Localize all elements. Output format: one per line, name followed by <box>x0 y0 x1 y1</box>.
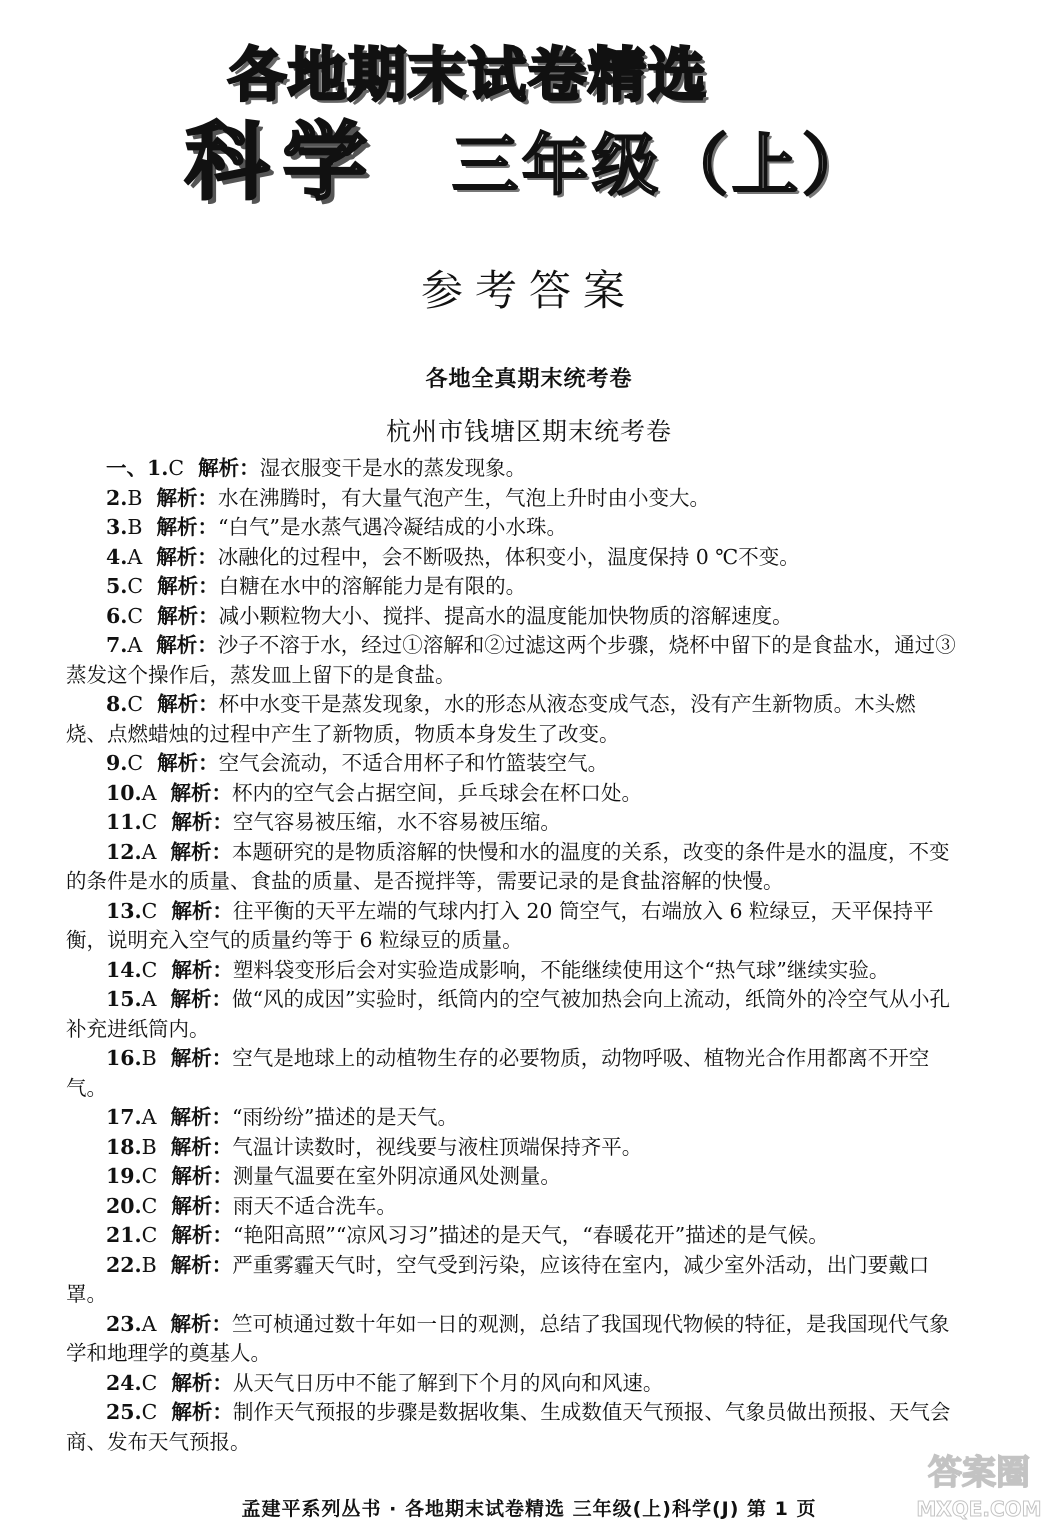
analysis-text: 气温计读数时，视线要与液柱顶端保持齐平。 <box>232 1134 643 1159</box>
answer-item <box>66 1398 956 1457</box>
answer-line <box>66 633 956 687</box>
answer-line <box>66 840 949 894</box>
answer-item <box>66 543 956 573</box>
answer-line <box>66 1253 929 1307</box>
answer-number: 6. <box>106 603 128 628</box>
paper-title: 杭州市钱塘区期末统考卷 <box>385 417 672 446</box>
analysis-label: 解析： <box>156 485 218 510</box>
analysis-text: 制作天气预报的步骤是数据收集、生成数值天气预报、气象员做出预报、天气会商、发布天气预报。 <box>66 1400 951 1454</box>
answer-choice: A <box>141 1311 157 1336</box>
analysis-label: 解析： <box>171 898 233 923</box>
analysis-label: 解析： <box>170 1311 232 1336</box>
analysis-label: 解析： <box>157 751 219 775</box>
analysis-label: 解析： <box>171 810 233 834</box>
answer-number: 14. <box>106 957 142 982</box>
analysis-label: 解析： <box>171 1223 233 1247</box>
answer-line <box>66 692 916 746</box>
answer-number: 22. <box>106 1252 142 1277</box>
answer-line <box>66 751 608 775</box>
answer-item <box>66 897 956 956</box>
answer-choice: C <box>141 1193 158 1218</box>
answer-number: 17. <box>106 1105 142 1129</box>
answer-number: 8. <box>106 692 128 716</box>
answer-line <box>66 1371 663 1395</box>
answer-item <box>66 1192 956 1222</box>
answer-choice: A <box>141 780 157 805</box>
analysis-label: 解析： <box>170 1105 232 1129</box>
answer-number: 7. <box>106 633 128 657</box>
answer-choice: A <box>141 839 157 864</box>
answer-number: 20. <box>106 1193 142 1218</box>
answer-line <box>66 1164 561 1188</box>
answer-item <box>66 690 956 749</box>
answer-number: 13. <box>106 898 142 923</box>
answer-choice: B <box>141 1046 157 1070</box>
answer-choice: C <box>168 456 185 480</box>
answer-line <box>66 1135 642 1159</box>
analysis-text: 塑料袋变形后会对实验造成影响，不能继续使用这个“热气球”继续实验。 <box>232 957 890 982</box>
analysis-text: “艳阳高照”“凉风习习”描述的是天气，“春暖花开”描述的是气候。 <box>232 1223 829 1247</box>
answer-item <box>66 956 956 986</box>
watermark-logo <box>914 1436 1044 1526</box>
analysis-text: “白气”是水蒸气遇冷凝结成的小水珠。 <box>217 515 567 539</box>
answer-item <box>66 1162 956 1192</box>
watermark-url: MXQE.COM <box>916 1497 1042 1521</box>
answer-number: 11. <box>106 810 142 834</box>
answer-item <box>66 808 956 838</box>
page-footer: 孟建平系列丛书 · 各地期末试卷精选 三年级(上)科学(J) 第 1 页 <box>241 1498 817 1520</box>
answer-list <box>66 454 956 1457</box>
answer-item <box>66 1221 956 1251</box>
analysis-label: 解析： <box>157 692 219 716</box>
answer-choice: B <box>127 515 143 539</box>
answer-item <box>66 985 956 1044</box>
answer-choice: C <box>141 1400 158 1424</box>
analysis-text: 杯中水变干是蒸发现象，水的形态从液态变成气态，没有产生新物质。木头燃烧、点燃蜡烛的过程中产生了新物质，物质本身发生了改变。 <box>66 692 916 746</box>
answer-choice: A <box>141 987 157 1011</box>
answer-number: 15. <box>106 987 142 1011</box>
analysis-label: 解析： <box>171 1164 233 1188</box>
answer-number: 19. <box>106 1164 142 1188</box>
answer-number: 4. <box>106 544 128 569</box>
analysis-text: 严重雾霾天气时，空气受到污染，应该待在室内，减少室外活动，出门要戴口罩。 <box>66 1252 930 1306</box>
answer-number: 18. <box>106 1134 142 1159</box>
analysis-label: 解析： <box>156 633 218 657</box>
analysis-text: 做“风的成因”实验时，纸筒内的空气被加热会向上流动，纸筒外的冷空气从小孔补充进纸筒内。 <box>66 987 950 1041</box>
answer-choice: A <box>127 544 143 569</box>
answer-line <box>66 1046 929 1100</box>
answer-item <box>66 572 956 602</box>
answer-choice: C <box>127 692 144 716</box>
answer-item <box>66 513 956 543</box>
answer-item <box>66 1133 956 1163</box>
analysis-label: 解析： <box>171 1193 233 1218</box>
answer-choice: C <box>141 1223 158 1247</box>
answer-line <box>66 486 710 510</box>
analysis-text: 空气会流动，不适合用杯子和竹篮装空气。 <box>218 751 609 775</box>
answer-line <box>66 574 526 598</box>
answer-line <box>66 810 561 834</box>
analysis-text: 杯内的空气会占据空间，乒乓球会在杯口处。 <box>231 780 642 805</box>
analysis-text: 冰融化的过程中，会不断吸热，体积变小，温度保持 0 ℃不变。 <box>217 544 800 569</box>
answer-choice: B <box>127 485 143 510</box>
banner-series-title: 各地期末试卷精选 <box>228 41 709 109</box>
answer-number: 23. <box>106 1311 142 1336</box>
analysis-text: 沙子不溶于水，经过①溶解和②过滤这两个步骤，烧杯中留下的是食盐水，通过③蒸发这个操作后，蒸发皿上留下的是食盐。 <box>66 633 956 687</box>
answer-line <box>66 545 800 569</box>
analysis-text: 水在沸腾时，有大量气泡产生，气泡上升时由小变大。 <box>217 485 710 510</box>
analysis-text: 湿衣服变干是水的蒸发现象。 <box>259 456 527 480</box>
answer-line <box>66 1194 397 1218</box>
analysis-text: 竺可桢通过数十年如一日的观测，总结了我国现代物候的特征，是我国现代气象学和地理学的奠基人。 <box>66 1311 950 1365</box>
analysis-text: 雨天不适合洗车。 <box>232 1193 397 1218</box>
analysis-text: 从天气日历中不能了解到下个月的风向和风速。 <box>232 1370 664 1395</box>
answer-choice: C <box>141 1370 158 1395</box>
answer-choice: C <box>141 810 158 834</box>
answer-number: 16. <box>106 1046 142 1070</box>
answer-line <box>66 515 567 539</box>
answer-choice: C <box>127 574 144 598</box>
answer-line <box>66 958 889 982</box>
answer-number: 5. <box>106 574 128 598</box>
analysis-label: 解析： <box>157 574 219 598</box>
answer-choice: C <box>141 957 158 982</box>
answer-number: 12. <box>106 839 142 864</box>
analysis-label: 解析： <box>171 1370 233 1395</box>
answer-number: 24. <box>106 1370 142 1395</box>
section-title: 各地全真期末统考卷 <box>425 367 633 392</box>
analysis-text: 本题研究的是物质溶解的快慢和水的温度的关系，改变的条件是水的温度，不变的条件是水的质量、食盐的质量、是否搅拌等，需要记录的是食盐溶解的快慢。 <box>66 839 950 893</box>
answer-number: 10. <box>106 780 142 805</box>
answer-line <box>66 1223 829 1247</box>
banner-subject: 科学 <box>185 113 382 211</box>
analysis-text: 空气是地球上的动植物生存的必要物质，动物呼吸、植物光合作用都离不开空气。 <box>66 1046 930 1100</box>
answer-item <box>66 1251 956 1310</box>
analysis-label: 解析： <box>156 544 218 569</box>
answer-number: 25. <box>106 1400 142 1424</box>
answer-line <box>66 1400 950 1454</box>
answer-number: 2. <box>106 485 128 510</box>
analysis-text: “雨纷纷”描述的是天气。 <box>231 1105 458 1129</box>
answer-number: 3. <box>106 515 128 539</box>
analysis-label: 解析： <box>171 1400 233 1424</box>
analysis-text: 减小颗粒物大小、搅拌、提高水的温度能加快物质的溶解速度。 <box>218 603 793 628</box>
analysis-label: 解析： <box>170 1134 233 1159</box>
answer-item <box>66 1369 956 1399</box>
answer-line <box>66 781 642 805</box>
answer-number: 9. <box>106 751 128 775</box>
analysis-label: 解析： <box>156 515 218 539</box>
analysis-text: 空气容易被压缩，水不容易被压缩。 <box>232 810 561 834</box>
answer-choice: C <box>141 1164 158 1188</box>
answer-item <box>66 1044 956 1103</box>
answer-item <box>66 1103 956 1133</box>
answer-item <box>66 1310 956 1369</box>
answer-line <box>66 987 950 1041</box>
answer-item <box>66 779 956 809</box>
answer-choice: B <box>141 1252 157 1277</box>
analysis-label: 解析： <box>170 1252 233 1277</box>
answer-line <box>66 604 793 628</box>
analysis-label: 解析： <box>170 987 232 1011</box>
analysis-label: 解析： <box>170 1046 233 1070</box>
analysis-label: 解析： <box>171 957 233 982</box>
answer-number: 21. <box>106 1223 142 1247</box>
answer-choice: C <box>141 898 158 923</box>
answer-choice: A <box>127 633 143 657</box>
answer-item <box>66 749 956 779</box>
analysis-text: 白糖在水中的溶解能力是有限的。 <box>218 574 527 598</box>
answer-choice: A <box>141 1105 157 1129</box>
answer-line <box>66 899 934 953</box>
answer-item <box>66 484 956 514</box>
answer-item <box>66 838 956 897</box>
answer-item <box>66 631 956 690</box>
analysis-text: 往平衡的天平左端的气球内打入 20 筒空气，右端放入 6 粒绿豆，天平保持平衡，说明充入空气的质量约等于 6 粒绿豆的质量。 <box>66 898 934 952</box>
answer-item <box>66 602 956 632</box>
analysis-label: 解析： <box>157 603 219 628</box>
analysis-label: 解析： <box>170 780 232 805</box>
analysis-label: 解析： <box>170 839 232 864</box>
watermark-text: 答案圈 <box>928 1453 1030 1493</box>
answer-line <box>66 456 526 480</box>
answer-choice: C <box>127 751 144 775</box>
answers-title: 参考答案 <box>420 266 637 315</box>
answer-number: 一、1. <box>106 456 169 480</box>
analysis-text: 测量气温要在室外阴凉通风处测量。 <box>232 1164 561 1188</box>
analysis-label: 解析： <box>198 456 260 480</box>
answer-line <box>66 1312 949 1366</box>
answer-line <box>66 1105 458 1129</box>
banner-grade: 三年级（上） <box>452 127 872 204</box>
answer-item <box>66 454 956 484</box>
answer-choice: B <box>141 1134 157 1159</box>
answer-choice: C <box>127 603 144 628</box>
